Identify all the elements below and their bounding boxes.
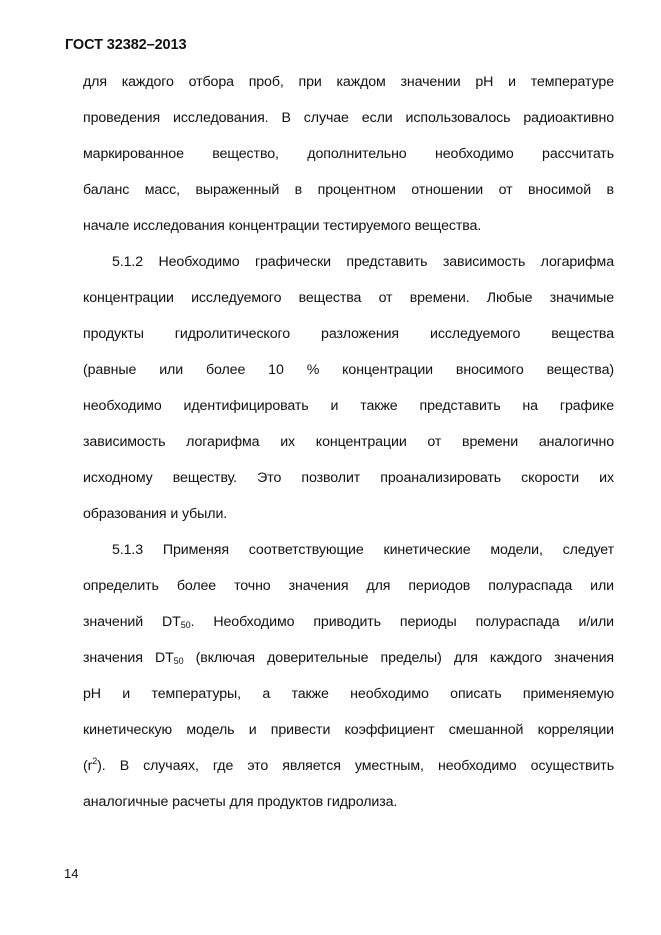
body-text	[83, 64, 614, 820]
text-line: начале исследования концентрации тестируемого вещества.	[83, 218, 482, 234]
text-line: $(r^2)$. В случаях, где это является уместным, необходимо осуществить	[83, 756, 614, 774]
text-line: зависимость логарифма их концентрации от времени аналогично	[83, 434, 614, 450]
text-line: проведения исследования. В случае если использовалось радиоактивно	[83, 110, 614, 126]
subscript: 50	[180, 620, 191, 630]
text-line: концентрации исследуемого вещества от времени. Любые значимые	[83, 290, 614, 306]
subscript: 50	[173, 656, 184, 666]
text-line: исходному веществу. Это позволит проанализировать скорости их	[83, 470, 614, 486]
text-line: 5.1.3 Применяя соответствующие кинетические модели, следует	[112, 542, 614, 558]
paragraph	[83, 64, 614, 244]
text-line: определить более точно значения для периодов полураспада или	[83, 578, 614, 594]
page-number: 14	[64, 866, 79, 881]
text-line: необходимо идентифицировать и также представить на графике	[83, 398, 614, 414]
text-line: аналогичные расчеты для продуктов гидролиза.	[83, 794, 398, 810]
superscript: 2	[92, 756, 98, 766]
text-line: значения $DT_{50}$ (включая доверительные пределы) для каждого значения	[83, 650, 614, 666]
standard-title: ГОСТ 32382–2013	[65, 37, 187, 53]
text-line: значений $DT_{50}$. Необходимо приводить периоды полураспада и/или	[83, 614, 615, 630]
text-line: маркированное вещество, дополнительно необходимо рассчитать	[83, 146, 614, 162]
text-line: для каждого отбора проб, при каждом значении pH и температуре	[83, 74, 614, 90]
text-line: (равные или более 10 % концентрации вносимого вещества)	[83, 362, 614, 378]
paragraph	[83, 532, 614, 820]
text-line: pH и температуры, а также необходимо описать применяемую	[83, 686, 614, 702]
text-line: кинетическую модель и привести коэффициент смешанной корреляции	[83, 722, 614, 738]
paragraph	[83, 244, 614, 532]
text-line: баланс масс, выраженный в процентном отношении от вносимой в	[83, 182, 614, 198]
text-line: 5.1.2 Необходимо графически представить зависимость логарифма	[112, 254, 614, 270]
text-line: продукты гидролитического разложения исследуемого вещества	[83, 326, 614, 342]
text-line: образования и убыли.	[83, 506, 228, 522]
